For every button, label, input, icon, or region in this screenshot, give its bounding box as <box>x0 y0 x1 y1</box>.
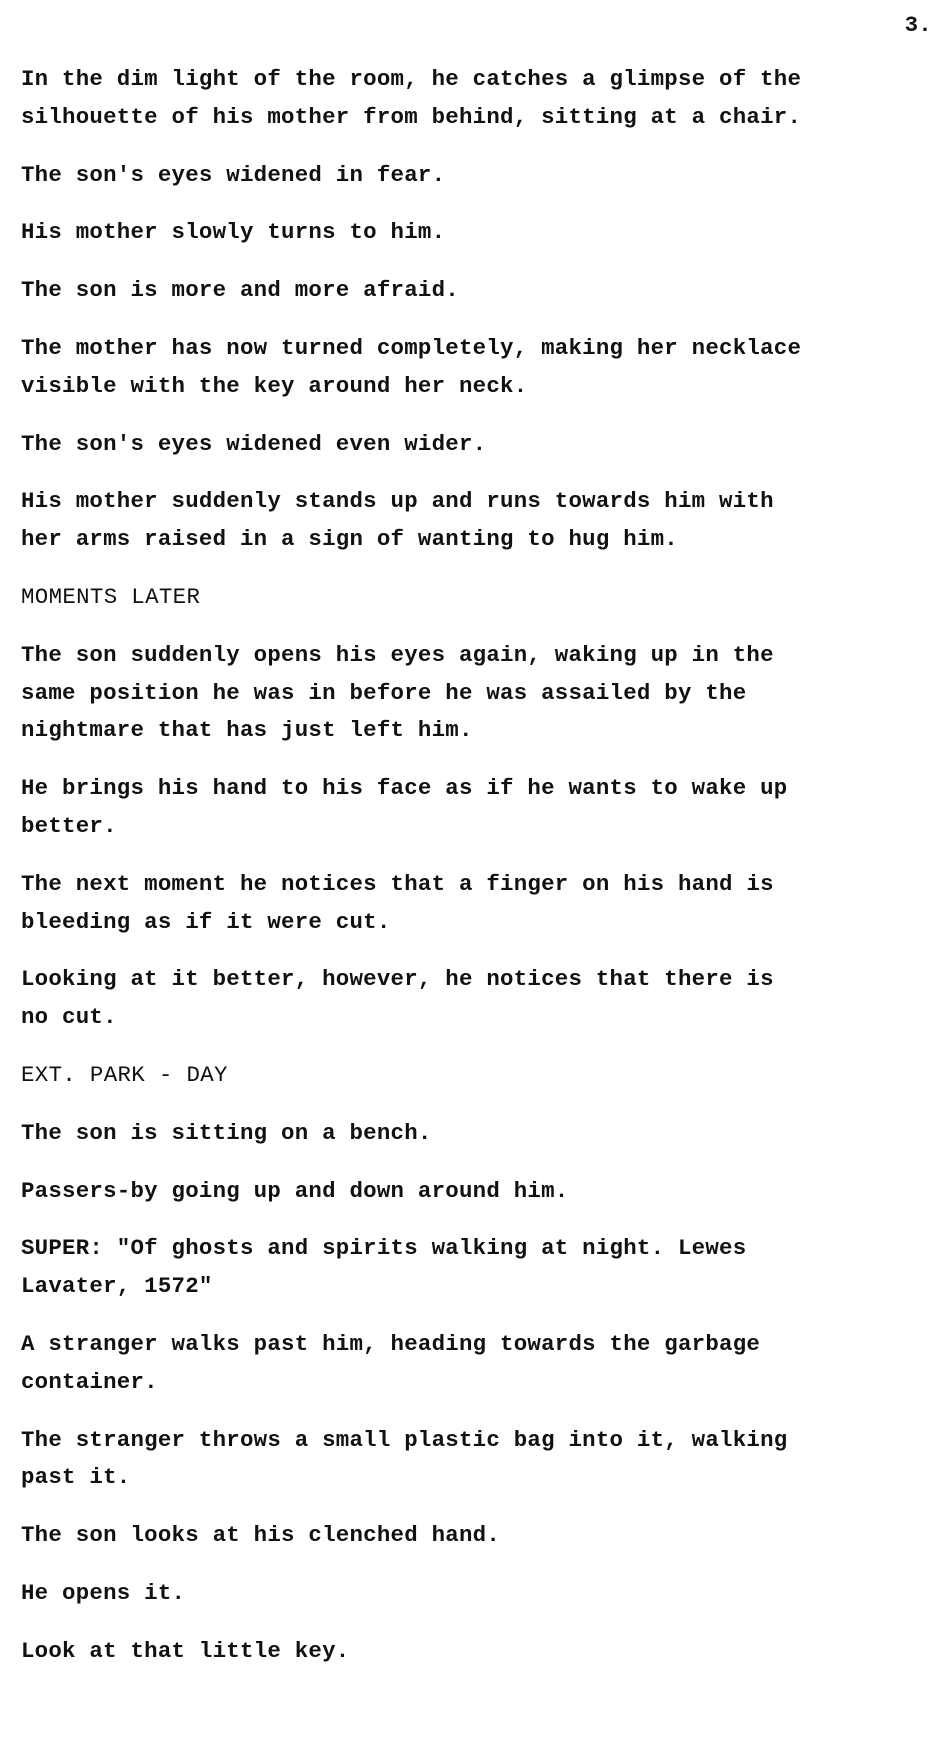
action-line: The son is more and more afraid. <box>21 277 459 304</box>
action-line: Look at that little key. <box>21 1637 350 1664</box>
action-line: Looking at it better, however, he notices that there is no cut. <box>21 966 774 1031</box>
action-line: The son's eyes widened even wider. <box>21 430 487 457</box>
action-line: A stranger walks past him, heading towards the garbage container. <box>21 1330 761 1395</box>
action-line: The next moment he notices that a finger on his hand is bleeding as if it were cut. <box>21 870 774 935</box>
action-line: Passers-by going up and down around him. <box>21 1177 569 1204</box>
action-line: The son suddenly opens his eyes again, waking up in the same position he was in before he was assailed by the nightmare that has just left him. <box>21 641 774 744</box>
action-line: The son's eyes widened in fear. <box>21 161 446 188</box>
script-body <box>21 61 901 1691</box>
action-line: He opens it. <box>21 1579 186 1606</box>
action-line: His mother suddenly stands up and runs towards him with her arms raised in a sign of wanting to hug him. <box>21 488 774 553</box>
action-line: The mother has now turned completely, making her necklace visible with the key around her neck. <box>21 334 802 399</box>
page-number: 3. <box>904 12 932 38</box>
scene-heading: EXT. PARK - DAY <box>21 1061 228 1088</box>
transition-heading: MOMENTS LATER <box>21 583 201 610</box>
action-line: The son looks at his clenched hand. <box>21 1522 501 1549</box>
action-line: In the dim light of the room, he catches a glimpse of the silhouette of his mother from behind, sitting at a chair. <box>21 66 802 130</box>
action-line: The son is sitting on a bench. <box>21 1119 432 1146</box>
action-line: He brings his hand to his face as if he wants to wake up better. <box>21 775 788 839</box>
super-line: SUPER: "Of ghosts and spirits walking at night. Lewes Lavater, 1572" <box>21 1235 747 1300</box>
action-line: The stranger throws a small plastic bag into it, walking past it. <box>21 1426 788 1491</box>
action-line: His mother slowly turns to him. <box>21 219 446 246</box>
